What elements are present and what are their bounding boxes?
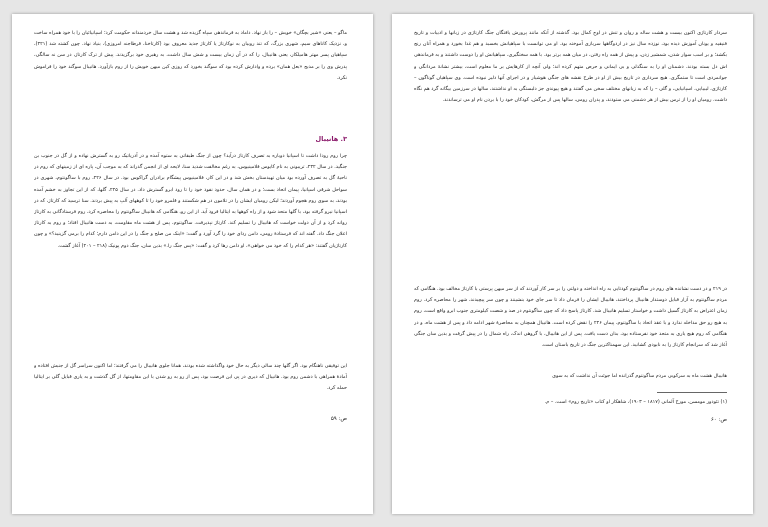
paragraph: این توفیقی ناهنگام بود. اگر گلها چند سالی دیگر به حال خود واگذاشته شده بودند، همانا جلوی هانیبال را می گرفتند؛ اما اکنون سراسر گل از جنبش افتاده و آمادۀ همراهی با دشمن روم بود. هانیبال که دیری در پی این فرصت بود، پس از رو به رو شدن با این مقاومتها، از گل گذشت و به یاری قبایل گلی بر ایتالیا حمله کرد. bbox=[34, 363, 347, 392]
page-right bbox=[392, 14, 753, 514]
page-left bbox=[12, 14, 373, 514]
page-number: ص: ۶۰ bbox=[710, 417, 727, 423]
paragraph: چرا روم رودا داشت تا اسپانیا دوباره به تصرف کارتاژ درآید؟ چون از جنگ طبقاتی به ستوه آمده و در آدریاتیک رو به گسترش نهاده و از گل در جنوب بن جنگید. در سال ۲۳۲، تریبونی به نام کایوس فلامینیوس، به رغم مخالفت شدید سنا، لایحه ای از انجمن گذراند که به موجب آن، پاره ای از زمینهای که روم در ناحیۀ گل به تصرف آورده بود میان تهیدستان بخش شد و در این کار، فلامینیوس پیشگام برادران گراکوس بود. در سال ۲۲۶، روم با ساگونتوم، شهری در سواحل شرقی اسپانیا، پیمان اتحاد بست؛ و در همان سال، حدود نفوذ خود را تا رود ابرو گسترش داد. در سال ۲۲۵، گلها، که از این تجاوز به خشم آمده بودند، به سوی روم هجوم آوردند؛ لیکن رومیان ایشان را در تلامون در هم شکستند و قلمرو خود را تا کوههای آلپ به پیش بردند. سنا ترسید که کارتاژ، که در اسپانیا نیرو گرفته بود، با گلها متحد شود و از راه کوهها به ایتالیا فرود آید. از این رو، هنگامی که هانیبال ساگونتوم را محاصره کرد، روم فرستادگانی به کارتاژ روانه کرد و از آن دولت خواست که هانیبال را تسلیم کند. کارتاژ نپذیرفت. ساگونتوم، پس از هشت ماه مقاومت، به دست هانیبال افتاد؛ و روم به کارتاژ اعلان جنگ داد. گفته اند که فرستادۀ رومی، دامن ردای خود را گرد آورد و گفت: «اینک من صلح و جنگ را در این دامن دارم؛ کدام را برمی گزینید؟» و چون کارتاژیان گفتند: «هر کدام را که خود می خواهی»، او دامن رها کرد و گفت: «پس جنگ را.» بدین سان، جنگ دوم پونیک (۲۱۸ – ۲۰۱) آغاز گشت. bbox=[34, 153, 347, 249]
section-heading: ۳. هانیبال bbox=[315, 135, 347, 143]
footnote: (۱) تئودور مومسن، مورخ آلمانی (۱۸۱۷ – ۱۹۰۳)، شاهکار او کتاب «تاریخ روم» است. – م. bbox=[544, 399, 727, 405]
paragraph: سردار کارتاژی اکنون بیست و هشت ساله و روان و تنش در اوج کمال بود. گذشته از آنکه مانند پرورش یافتگان جنگ کارتاژی در زبانها و ادبیات و تاریخ فنیقیه و یونان آموزش دیده بود، نوزده سال نیز در اردوگاهها سربازی آموخته بود. او می توانست با سپاهیانش بخسبد و هم غذا بخورد و همراه آنان رنج بکشد؛ و بر اسب سوار شدن، شمشیر زدن، و پیش از همه راه رفتن، در میان همه برتر بود. با همه سختگیری، سپاهیانش او را دوست داشتند و به فرماندهی اش دل بسته بودند. دشمنان او را به سنگدلی و بی ایمانی و حرص متهم کرده اند؛ ولی آنچه از کارهایش بر ما معلوم است، بیشتر نشانۀ مردانگی و جوانمردی است تا ستمگری. هیچ سرداری در تاریخ بیش از او در طرح نقشه های جنگی هوشیار و در اجرای آنها دلیر نبوده است. وی سپاهیان گوناگون – کارتاژی، لیبیایی، اسپانیایی، و گلی – را که به زبانهای مختلف سخن می گفتند و هیچ پیوندی جز دلبستگی به او نداشتند، سالها در سرزمین بیگانه گرد هم نگاه داشت. رومیان او را از ترس بیش از هر دشمنی می ستودند، و پدران رومی، سالها پس از مرگش، کودکان خود را با بردن نام او می ترساندند. bbox=[414, 30, 727, 104]
paragraph: هانیبال هشت ماه به سرکوبی مردم ساگونتوم گذرانده اما جوئت آن نداشت که به سوی bbox=[552, 373, 727, 379]
paragraph: ماگو – یعنی «شیر بچگان» خویش – را باز نهاد. داماد به فرماندهی سپاه گزیده شد و هشت سال خردمندانه حکومت کرد؛ اسپانیائیان را با خود همراه ساخت و، نزدیک کاناهای سیم، شهری بزرگ، که تند روبیان به نوکارتاژ یا کارتاژ جدید معروف بود (کارتاخنا، قرطاجنه امروزی)، بنیاد نهاد. چون کشته شد (۴۲۱)، سپاهیان پسر مهتر هامیلکار، یعنی هانیبال، را که در آن زمان بیست و شش سال داشت، به رهبری خود برگزیدند. پیش از ترک کارتاژ، در سن نه سالگی، پدرش وی را بر مذبح «بعل همان» برده و وادارش کرده بود که سوگند بخورد که روزی کین میهن خویش را از روم بازآورد. هانیبال سوگند خود را فراموش نکرد. bbox=[34, 30, 347, 81]
page-number: ص: ۵۹ bbox=[330, 416, 347, 422]
paragraph: در ۲۱۹ و در دست نشانده های روم در ساگونتوم کودتایی به راه انداخته و دولتی را بر سر کار آوردند که از سر میهن پرستی با کارتاژ مخالف بود. هنگامی که مردم ساگونتوم به آزار قبایل دوستدار هانیبال پرداختند، هانیبال ایشان را فرمان داد تا سر جای خود بنشینند و چون سر پیچیدند، شهر را محاصره کرد. روم زمان اعتراض به کارتاژ گسیل داشت و خواستار تسلیم هانیبال شد. کارتاژ پاسخ داد که چون ساگونتوم در صد و شصت کیلومتری جنوب ابرو واقع است، روم به هیچ رو حق مداخله ندارد و با عقد اتحاد با ساگونتوم، پیمان ۲۲۶ را نقض کرده است. هانیبال همچنان به محاصرۀ شهر ادامه داد و پس از هشت ماه، و در هنگامی که روم هیچ یاری به متحد خود نفرستاده بود، بدان دست یافت. پس از این هانیبال، با گروهی اندک، راه شمال را در پیش گرفت و بدین سان جنگی آغاز شد که سرانجام کارتاژ را به نابودی کشانید. این سهمناکترین جنگ در تاریخ باستان است. bbox=[414, 286, 727, 349]
footnote-separator bbox=[657, 392, 727, 393]
